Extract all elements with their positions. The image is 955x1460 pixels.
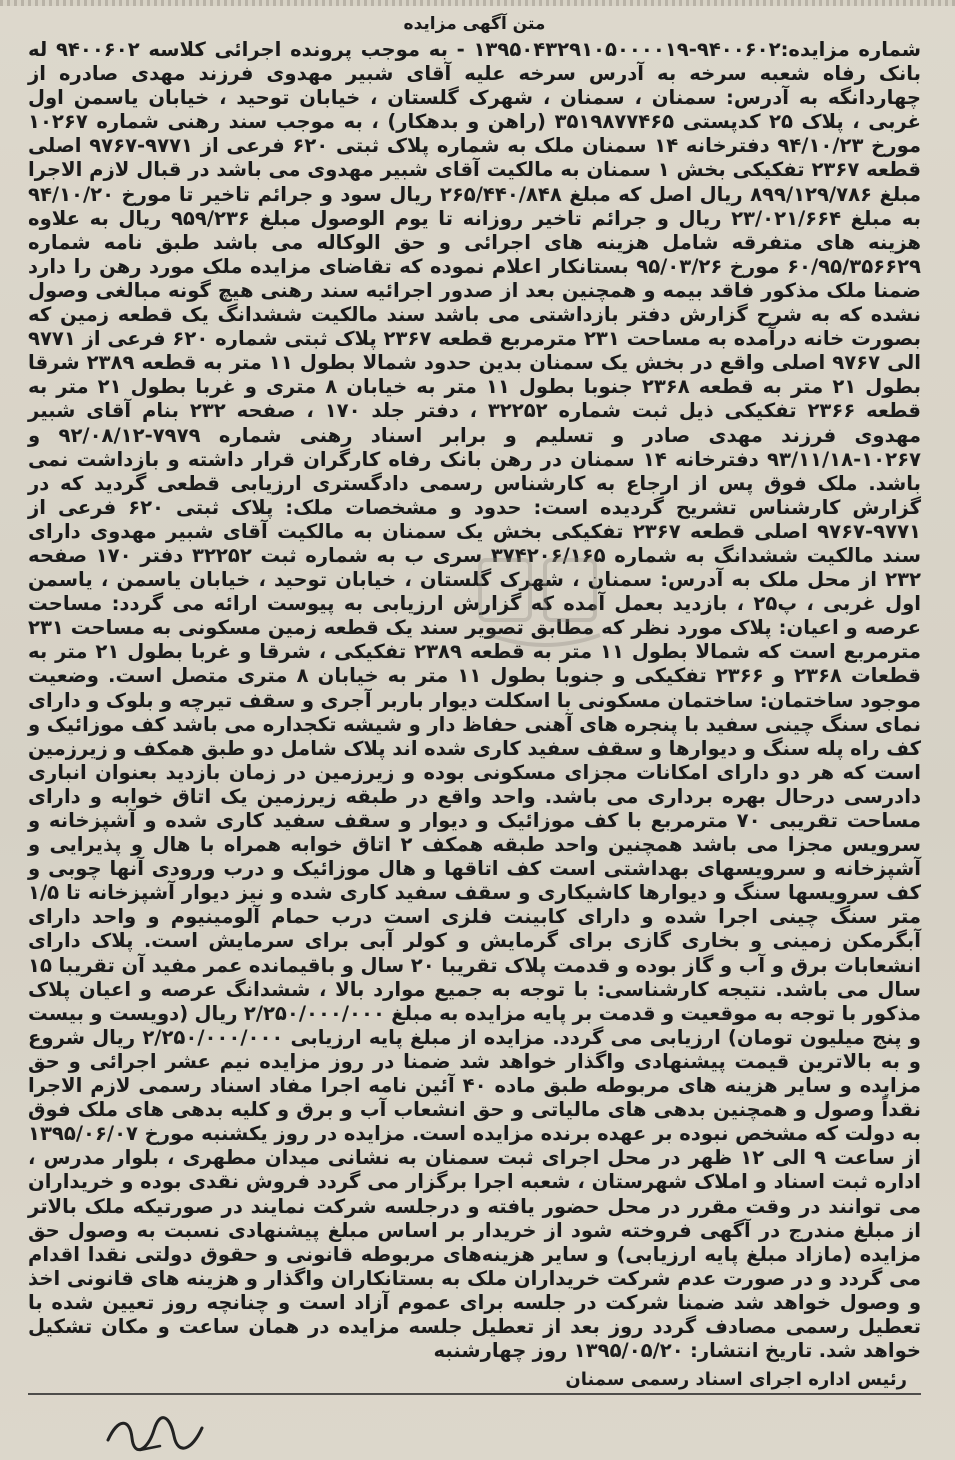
handwritten-mark-icon (100, 1410, 210, 1456)
notice-title: متن آگهی مزایده (403, 14, 546, 34)
torn-top-edge (0, 0, 955, 6)
bottom-rule (28, 1393, 921, 1395)
notice-body: شماره مزایده:۹۴۰۰۶۰۲-۱۳۹۵۰۴۳۲۹۱۰۵۰۰۰۰۱۹ - به موجب پرونده اجرائی کلاسه ۹۴۰۰۶۰۲ له بانک رفاه شعبه سرخه به آدرس سرخه علیه آقای شبیر مهدوی فرزند مهدی صادره از چهاردانگه به آدرس: سمنان ، سمنان ، شهرک گلستان ، خیابان توحید ، خیابان یاسمن اول غربی ، پلاک ۲۵ کدپستی ۳۵۱۹۸۷۷۴۶۵ (راهن و بدهکار) ، به موجب سند رهنی شماره ۱۰۲۶۷ مورخ ۹۴/۱۰/۲۳ دفترخانه ۱۴ سمنان ملک به شماره پلاک ثبتی ۶۲۰ فرعی از ۹۷۷۱-۹۷۶۷ اصلی قطعه ۲۳۶۷ تفکیکی بخش ۱ سمنان به مالکیت آقای شبیر مهدوی می باشد در قبال لازم الاجرا مبلغ ۸۹۹/۱۲۹/۷۸۶ ریال اصل که مبلغ ۲۶۵/۴۴۰/۸۴۸ ریال سود و جرائم تاخیر تا مورخ ۹۴/۱۰/۲۰ به مبلغ ۲۳/۰۲۱/۶۶۴ ریال و جرائم تاخیر روزانه تا یوم الوصول مبلغ ۹۵۹/۲۳۶ ریال به علاوه هزینه های متفرقه شامل هزینه های اجرائی و حق الوکاله می باشد طبق نامه شماره ۶۰/۹۵/۳۵۶۶۲۹ مورخ ۹۵/۰۳/۲۶ بستانکار اعلام نموده که تقاضای مزایده ملک مورد رهن را دارد ضمنا ملک مذکور فاقد بیمه و همچنین بعد از صدور اجرائیه سند رهنی هیچ گونه مبالغی وصول نشده که به شرح گزارش دفتر بازداشتی می باشد سند مالکیت ششدانگ یک قطعه زمین که بصورت خانه درآمده به مساحت ۲۳۱ مترمربع قطعه ۲۳۶۷ پلاک ثبتی شماره ۶۲۰ فرعی از ۹۷۷۱ الی ۹۷۶۷ اصلی واقع در بخش یک سمنان بدین حدود شمالا بطول ۱۱ متر به قطعه ۲۳۸۹ شرقا بطول ۲۱ متر به قطعه ۲۳۶۸ جنوبا بطول ۱۱ متر به خیابان ۸ متری و غربا بطول ۲۱ متر به قطعه ۲۳۶۶ تفکیکی ذیل ثبت شماره ۳۲۲۵۲ ، دفتر جلد ۱۷۰ ، صفحه ۲۳۲ بنام آقای شبیر مهدوی فرزند مهدی صادر و تسلیم و برابر اسناد رهنی شماره ۷۹۷۹-۹۲/۰۸/۱۲ و ۱۰۲۶۷-۹۳/۱۱/۱۸ دفترخانه ۱۴ سمنان در رهن بانک رفاه کارگران قرار داشته و بازداشت نمی باشد. ملک فوق پس از ارجاع به کارشناس رسمی دادگستری ارزیابی قطعی گردید که در گزارش کارشناس تشریح گردیده است: حدود و مشخصات ملک: پلاک ثبتی ۶۲۰ فرعی از ۹۷۷۱-۹۷۶۷ اصلی قطعه ۲۳۶۷ تفکیکی بخش یک سمنان به مالکیت آقای شبیر مهدوی دارای سند مالکیت ششدانگ به شماره ۳۷۴۲۰۶/۱۶۵ سری ب به شماره ثبت ۳۲۲۵۲ دفتر ۱۷۰ صفحه ۲۳۲ از محل ملک به آدرس: سمنان ، شهرک گلستان ، خیابان توحید ، خیابان یاسمن ، یاسمن اول غربی ، پ۲۵ ، بازدید بعمل آمده که گزارش ارزیابی به پیوست ارائه می گردد: مساحت عرصه و اعیان: پلاک مورد نظر که مطابق تصویر سند یک قطعه زمین مسکونی به مساحت ۲۳۱ مترمربع است که شمالا بطول ۱۱ متر به قطعه ۲۳۸۹ تفکیکی ، شرقا و غربا بطول ۲۱ متر به قطعات ۲۳۶۸ و ۲۳۶۶ تفکیکی و جنوبا بطول ۱۱ متر به خیابان ۸ متری متصل است. وضعیت موجود ساختمان: ساختمان مسکونی با اسکلت دیوار باربر آجری و سقف تیرچه و بلوک و دارای نمای سنگ چینی سفید با پنجره های آهنی حفاظ دار و شیشه تکجداره می باشد کف موزائیک و کف راه پله سنگ و دیوارها و سقف سفید کاری شده اند پلاک شامل دو طبق همکف و زیرزمین است که هر دو دارای امکانات مجزای مسکونی بوده و زیرزمین در زمان بازدید بعنوان انباری دادرسی درحال بهره برداری می باشد. واحد واقع در طبقه زیرزمین یک اتاق خوابه و دارای مساحت تقریبی ۷۰ مترمربع با کف موزائیک و دیوار و سقف سفید کاری شده و آشپزخانه و سرویس مجزا می باشد همچنین واحد طبقه همکف ۲ اتاق خوابه همراه با هال و پذیرایی و آشپزخانه و سرویسهای بهداشتی است کف اتاقها و هال موزائیک و درب ورودی آنها چوبی و کف سرویسها سنگ و دیوارها کاشیکاری و سقف سفید کاری شده و نیز دیوار آشپزخانه تا ۱/۵ متر سنگ چینی اجرا شده و دارای کابینت فلزی است درب حمام آلومینیوم و واحد دارای آبگرمکن زمینی و بخاری گازی برای گرمایش و کولر آبی برای سرمایش است. پلاک دارای انشعابات برق و آب و گاز بوده و قدمت پلاک تقریبا ۲۰ سال و باقیمانده عمر مفید آن تقریبا ۱۵ سال می باشد. نتیجه کارشناسی: با توجه به جمیع موارد بالا ، ششدانگ عرصه و اعیان پلاک مذکور با توجه به موقعیت و قدمت بر پایه مزایده به مبلغ ۲/۲۵۰/۰۰۰/۰۰۰ ریال (دویست و بیست و پنج میلیون تومان) ارزیابی می گردد. مزایده از مبلغ پایه ارزیابی ۲/۲۵۰/۰۰۰/۰۰۰ ریال شروع و به بالاترین قیمت پیشنهادی واگذار خواهد شد ضمنا در روز مزایده نیم عشر اجرائی و حق مزایده و سایر هزینه های مربوطه طبق ماده ۴۰ آئین نامه اجرا مفاد اسناد رسمی لازم الاجرا نقداً وصول و همچنین بدهی های مالیاتی و حق انشعاب آب و برق و کلیه بدهی های ملک فوق به دولت که مشخص نبوده بر عهده برنده مزایده است. مزایده در روز یکشنبه مورخ ۱۳۹۵/۰۶/۰۷ از ساعت ۹ الی ۱۲ ظهر در محل اجرای ثبت سمنان به نشانی میدان مطهری ، بلوار مدرس ، اداره ثبت اسناد و املاک شهرستان ، شعبه اجرا برگزار می گردد فروش نقدی بوده و خریداران می توانند در وقت مقرر در محل حضور یافته و درجلسه شرکت نمایند در صورتیکه ملک بالاتر از مبلغ مندرج در آگهی فروخته شود از خریدار بر اساس مبلغ پیشنهادی نسبت به وصول حق مزایده (مازاد مبلغ پایه ارزیابی) و سایر هزینه‌های مربوطه قانونی و حقوق دولتی نقدا اقدام می گردد و در صورت عدم شرکت خریداران ملک به بستانکاران واگذار و هزینه های قانونی اخذ و وصول خواهد شد ضمنا شرکت در جلسه برای عموم آزاد است و چنانچه روز تعیین شده با تعطیل رسمی مصادف گردد روز بعد از تعطیل جلسه مزایده در همان ساعت و مکان تشکیل خواهد شد. تاریخ انتشار: ۱۳۹۵/۰۵/۲۰ روز چهارشنبه (28, 38, 922, 1363)
notice-signature: رئیس اداره اجرای اسناد رسمی سمنان (565, 1369, 907, 1391)
